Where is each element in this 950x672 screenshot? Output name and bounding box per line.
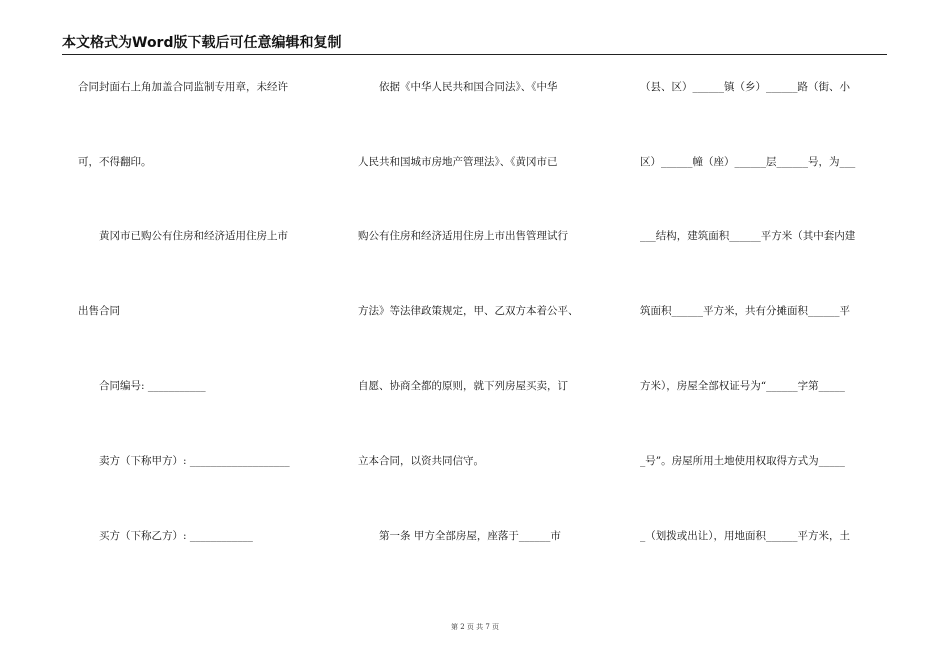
text-line: 依据《中华人民共和国合同法》、《中华 — [358, 81, 558, 93]
text-line: 可，不得翻印。 — [78, 156, 152, 168]
text-line: 人民共和国城市房地产管理法》、《黄冈市已 — [358, 156, 558, 168]
text-line: 方法》等法律政策规定，甲、乙双方本着公平、 — [358, 305, 579, 317]
text-line: 自愿、协商全都的原则，就下列房屋买卖，订 — [358, 380, 568, 392]
text-line: 区）______幢（座）______层______号，为___ — [640, 156, 856, 168]
text-line: 合同编号: ___________ — [78, 380, 206, 392]
text-line: 卖方（下称甲方）: ___________________ — [78, 455, 290, 467]
text-line: 购公有住房和经济适用住房上市出售管理试行 — [358, 230, 568, 242]
header-title: 本文格式为Word版下载后可任意编辑和复制 — [62, 35, 342, 51]
text-line: 出售合同 — [78, 305, 120, 317]
page-number: 第 2 页 共 7 页 — [450, 623, 500, 631]
text-line: 立本合同，以资共同信守。 — [358, 455, 484, 467]
text-line: 筑面积______平方米，共有分摊面积______平 — [640, 305, 850, 317]
text-line: （县、区）______镇（乡）______路（街、小 — [640, 81, 850, 93]
document-header — [62, 34, 887, 55]
text-line: _（划拨或出让），用地面积______平方米，土 — [640, 530, 850, 542]
text-line: 方米），房屋全部权证号为“______字第_____ — [640, 380, 845, 392]
text-line: 买方（下称乙方）: ____________ — [78, 530, 253, 542]
text-line: 第一条 甲方全部房屋，座落于______市 — [358, 530, 561, 542]
text-line: 合同封面右上角加盖合同监制专用章，未经许 — [78, 81, 288, 93]
text-line: ___结构，建筑面积______平方米（其中套内建 — [640, 230, 856, 242]
text-line: _号”。房屋所用土地使用权取得方式为_____ — [640, 455, 845, 467]
text-line: 黄冈市已购公有住房和经济适用住房上市 — [78, 230, 288, 242]
